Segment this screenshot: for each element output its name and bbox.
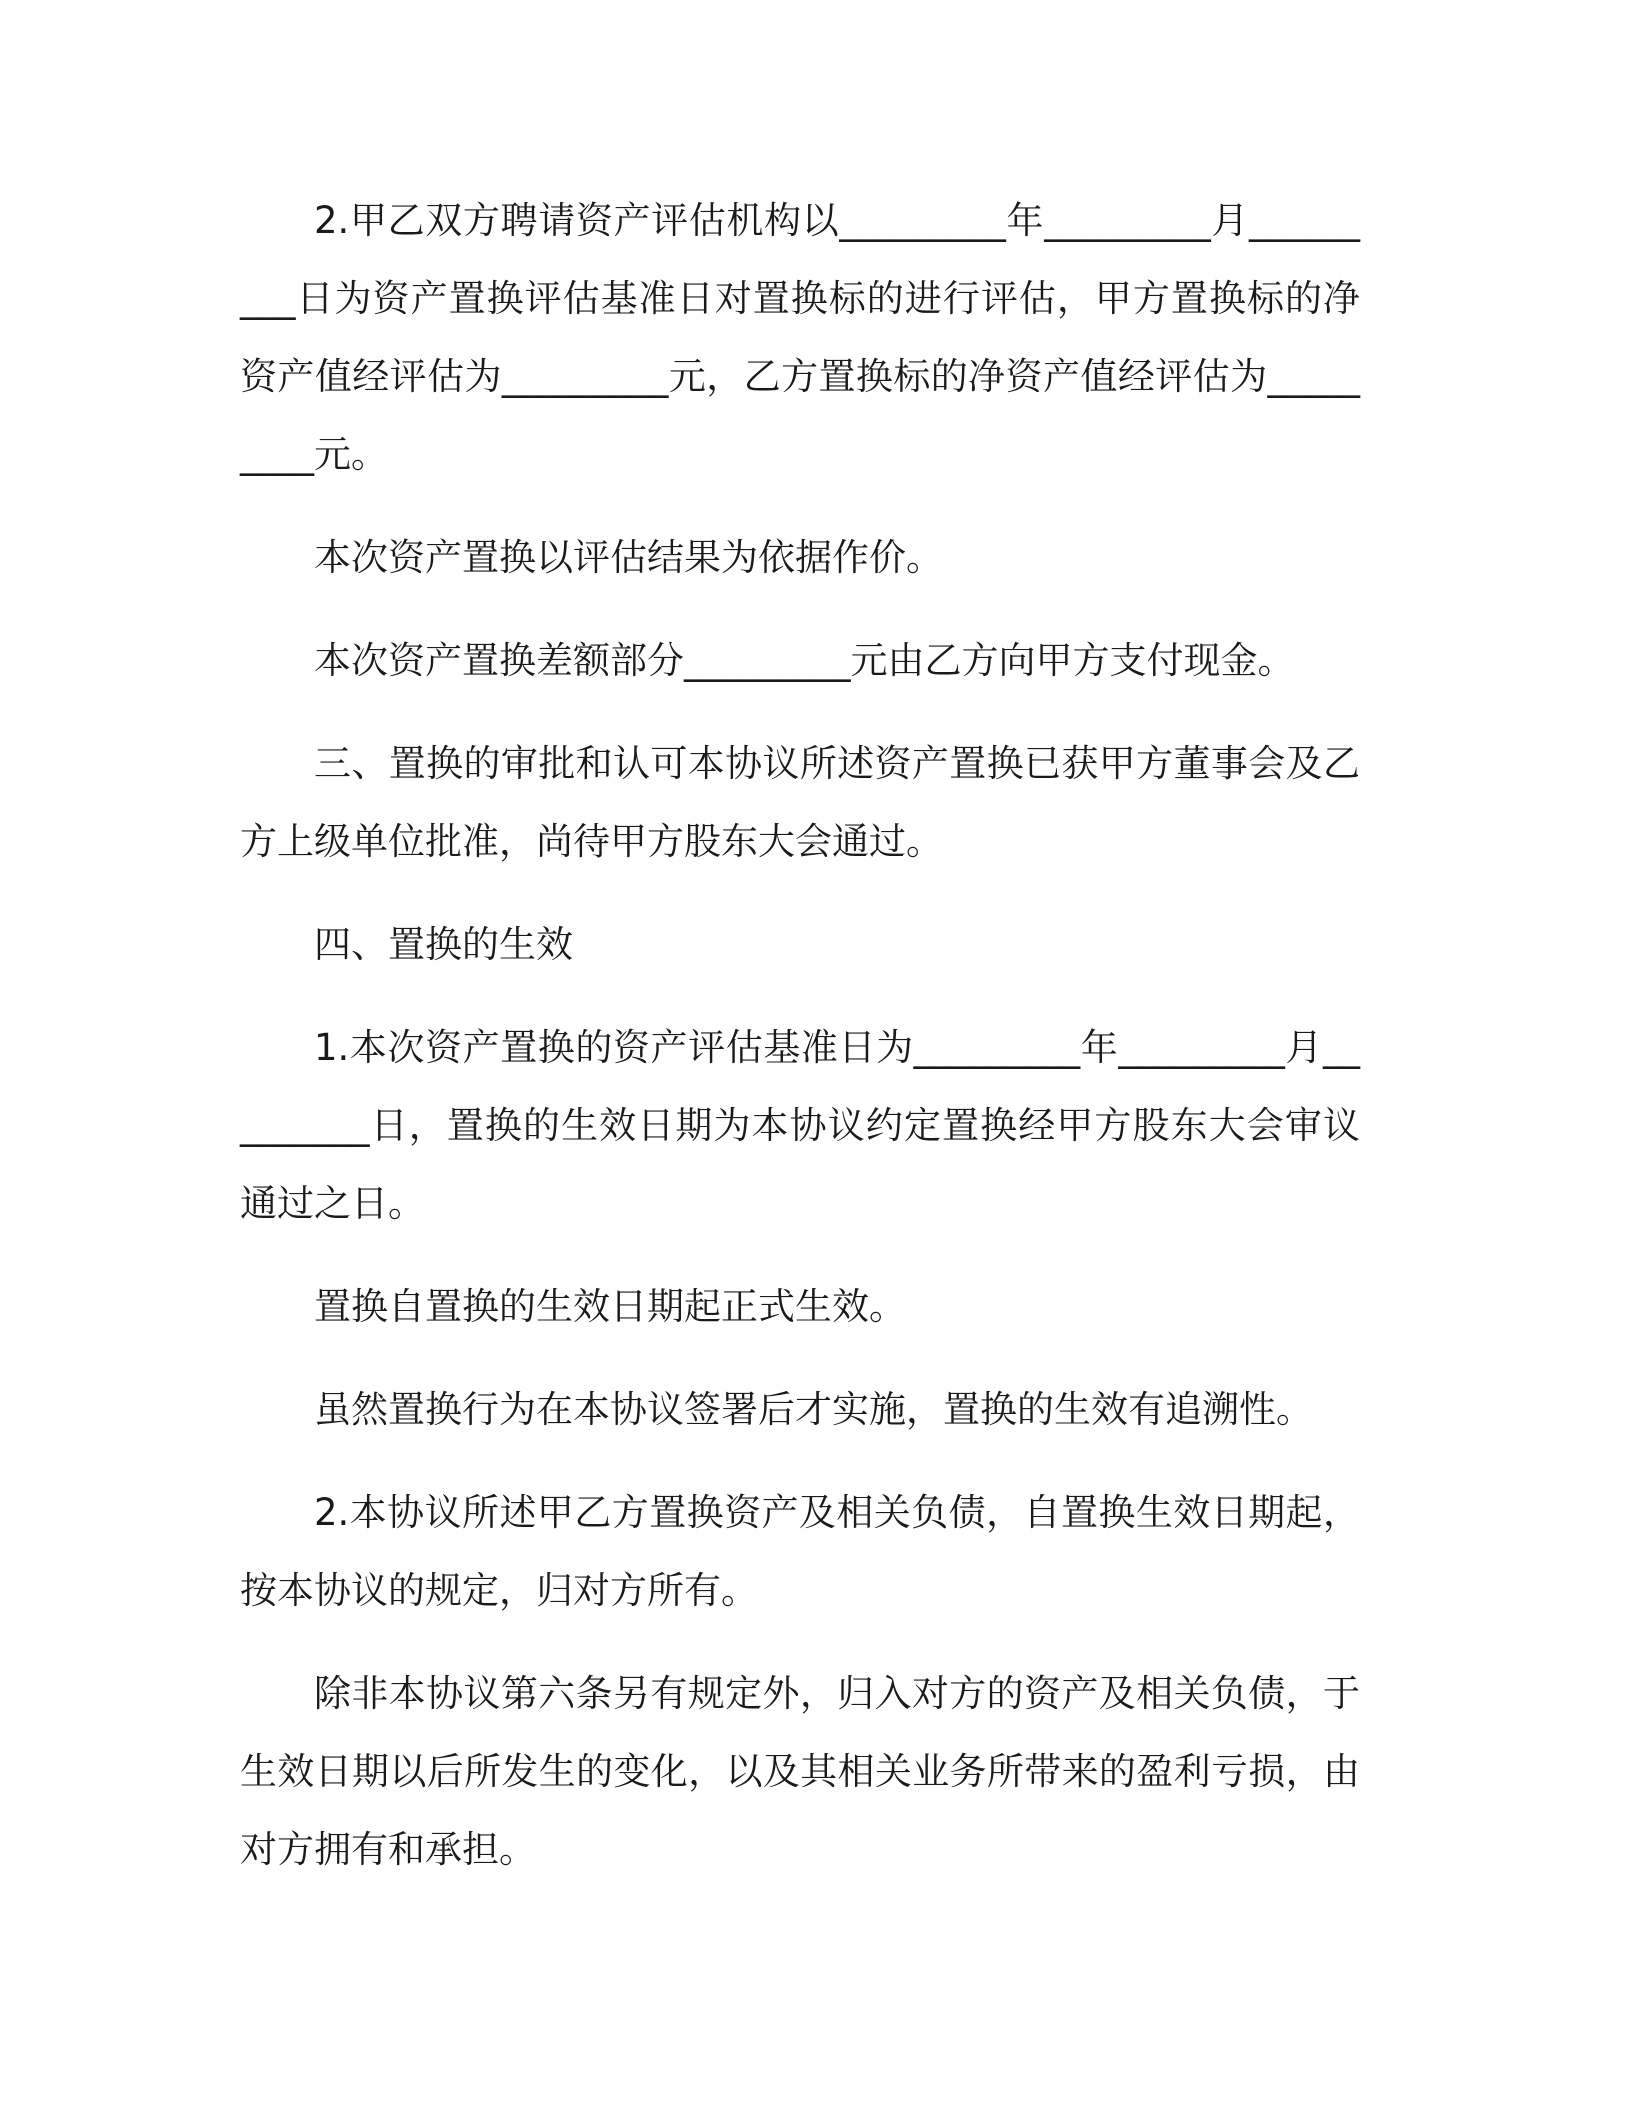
paragraph-formal-effect: 置换自置换的生效日期起正式生效。 — [314, 1285, 906, 1328]
paragraph-pricing-basis: 本次资产置换以评估结果为依据作价。 — [314, 536, 943, 579]
paragraph-effective-date: 1.本次资产置换的资产评估基准日为_________年_________月_________日，置换的生效日期为本协议约定置换经甲方股东大会审议通过之日。 — [240, 1026, 1360, 1225]
paragraph-valuation: 2.甲乙双方聘请资产评估机构以_________年_________月_________日为资产置换评估基准日对置换标的进行评估，甲方置换标的净资产值经评估为_________元，乙方置换标的净资产值经评估为_________元。 — [240, 199, 1360, 476]
paragraph-retroactivity: 虽然置换行为在本协议签署后才实施，置换的生效有追溯性。 — [314, 1388, 1313, 1431]
paragraph-difference-payment: 本次资产置换差额部分_________元由乙方向甲方支付现金。 — [314, 639, 1295, 682]
section-heading-effectiveness: 四、置换的生效 — [314, 923, 573, 966]
paragraph-profit-loss: 除非本协议第六条另有规定外，归入对方的资产及相关负债，于生效日期以后所发生的变化，以及其相关业务所带来的盈利亏损，由对方拥有和承担。 — [240, 1672, 1360, 1871]
paragraph-ownership-transfer: 2.本协议所述甲乙方置换资产及相关负债，自置换生效日期起，按本协议的规定，归对方所有。 — [240, 1491, 1360, 1612]
document-body — [240, 182, 1360, 1914]
paragraph-approval: 三、置换的审批和认可本协议所述资产置换已获甲方董事会及乙方上级单位批准，尚待甲方股东大会通过。 — [240, 742, 1360, 863]
